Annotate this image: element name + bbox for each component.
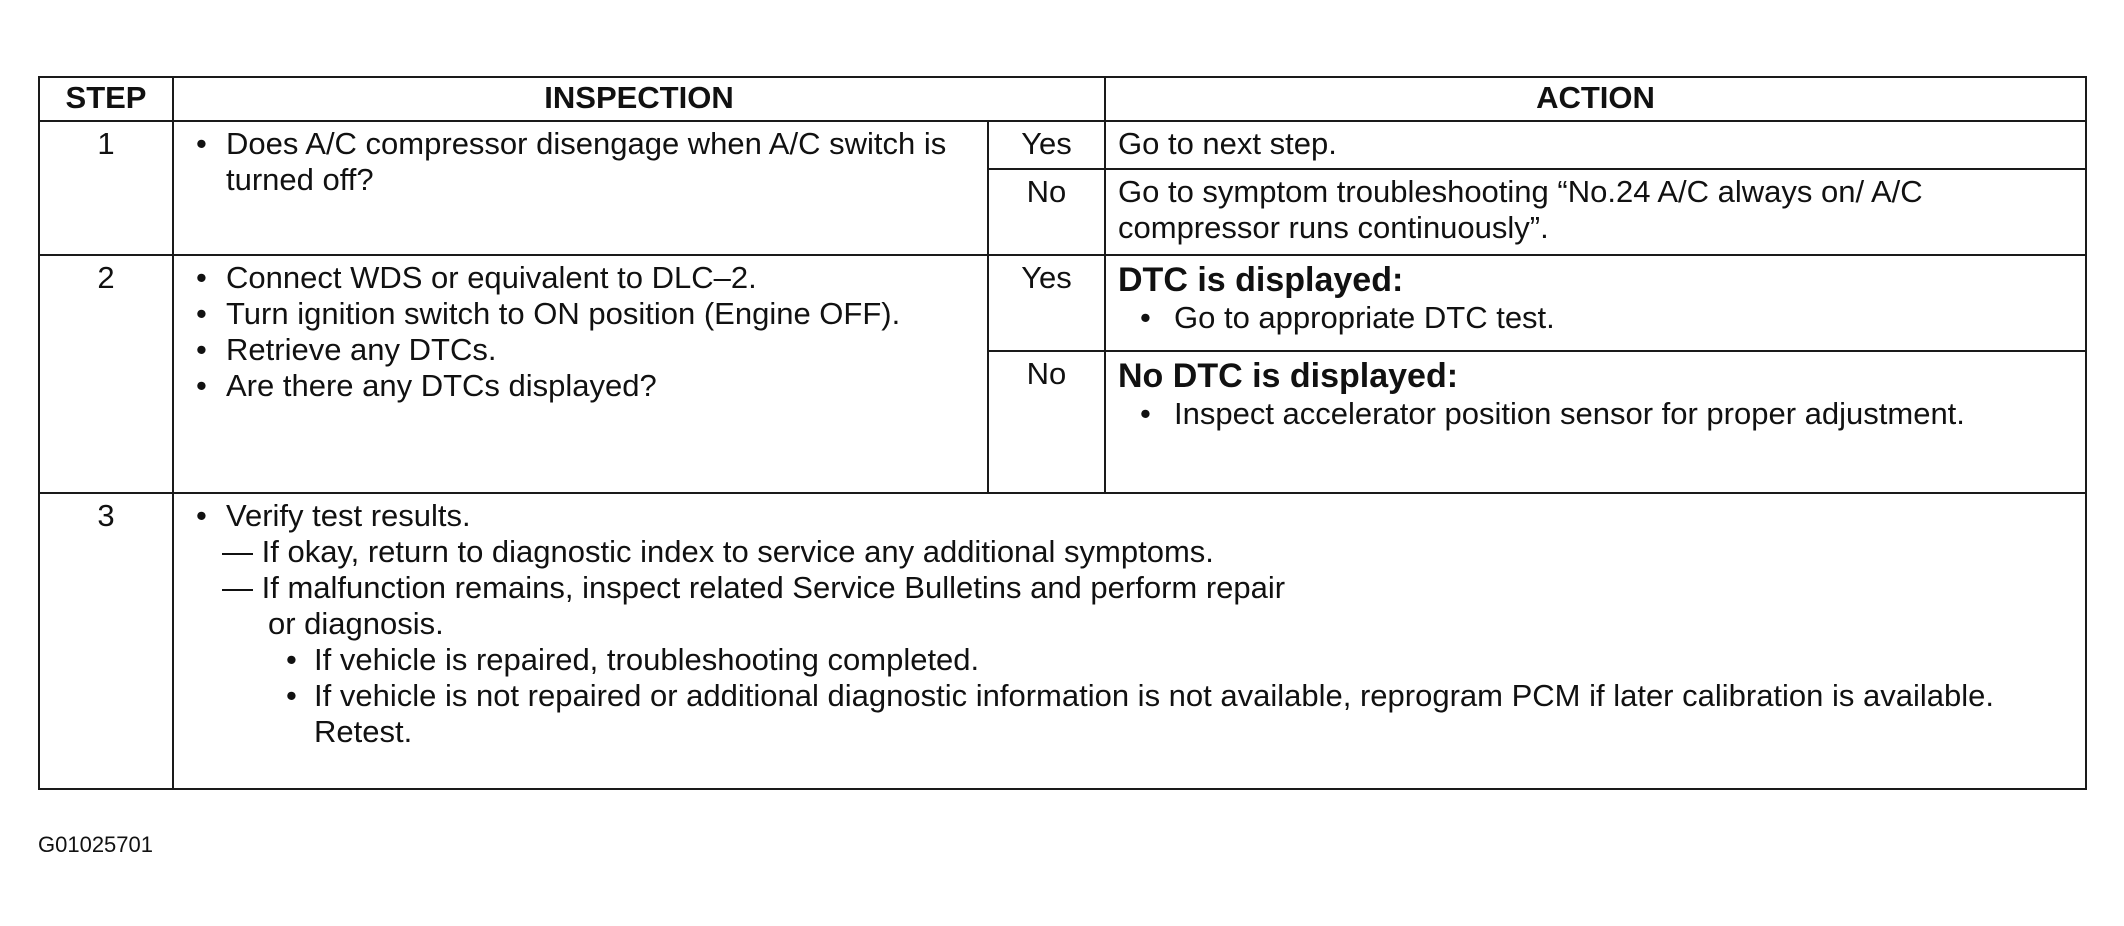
step2-no-action <box>1105 351 2086 493</box>
step2-yes-heading: DTC is displayed: <box>1118 261 1404 299</box>
figure-id: G01025701 <box>38 832 153 857</box>
step2-yes-row <box>39 255 2086 351</box>
diagnostic-table-container <box>38 76 2085 790</box>
step3-dash-1: — If okay, return to diagnostic index to service any additional symptoms. <box>222 534 1214 569</box>
step2-no-label: No <box>988 351 1105 493</box>
diagnostic-table <box>38 76 2087 790</box>
step1-yes-action: Go to next step. <box>1105 121 2086 169</box>
step2-yes-item: • Go to appropriate DTC test. <box>1118 300 2077 336</box>
step3-dash-2: — If malfunction remains, inspect related Service Bulletins and perform repair <box>222 570 1286 605</box>
step2-yes-label: Yes <box>988 255 1105 351</box>
step2-no-item: • Inspect accelerator position sensor for proper adjustment. <box>1118 396 2077 432</box>
step1-inspection <box>173 121 988 255</box>
step2-inspection-item: • Turn ignition switch to ON position (Engine OFF). <box>182 296 975 332</box>
step1-yes-label: Yes <box>988 121 1105 169</box>
header-action: ACTION <box>1105 77 2086 121</box>
step2-number: 2 <box>39 255 173 493</box>
header-inspection: INSPECTION <box>173 77 1105 121</box>
header-step: STEP <box>39 77 173 121</box>
step2-inspection-item: • Connect WDS or equivalent to DLC–2. <box>182 260 975 296</box>
step3-number: 3 <box>39 493 173 789</box>
step3-bullet: • Verify test results. <box>182 498 2073 534</box>
step1-inspection-item: • Does A/C compressor disengage when A/C switch is turned off? <box>182 126 975 198</box>
step1-no-action: Go to symptom troubleshooting “No.24 A/C always on/ A/C compressor runs continuously”. <box>1105 169 2086 255</box>
step3-sub-item-2: • If vehicle is not repaired or additional diagnostic information is not available, reprogram PCM if later calibration is available. Retest. <box>182 678 2073 750</box>
step1-number: 1 <box>39 121 173 255</box>
header-row <box>39 77 2086 121</box>
step3-dash-2-continued: or diagnosis. <box>268 606 444 641</box>
step3-row <box>39 493 2086 789</box>
step2-inspection-item: • Retrieve any DTCs. <box>182 332 975 368</box>
step2-yes-action <box>1105 255 2086 351</box>
step1-no-label: No <box>988 169 1105 255</box>
step1-yes-row <box>39 121 2086 169</box>
step3-inspection <box>173 493 2086 789</box>
step2-no-heading: No DTC is displayed: <box>1118 357 1459 395</box>
step2-inspection-item: • Are there any DTCs displayed? <box>182 368 975 404</box>
step3-sub-item-1: • If vehicle is repaired, troubleshooting completed. <box>182 642 2073 678</box>
step2-inspection <box>173 255 988 493</box>
